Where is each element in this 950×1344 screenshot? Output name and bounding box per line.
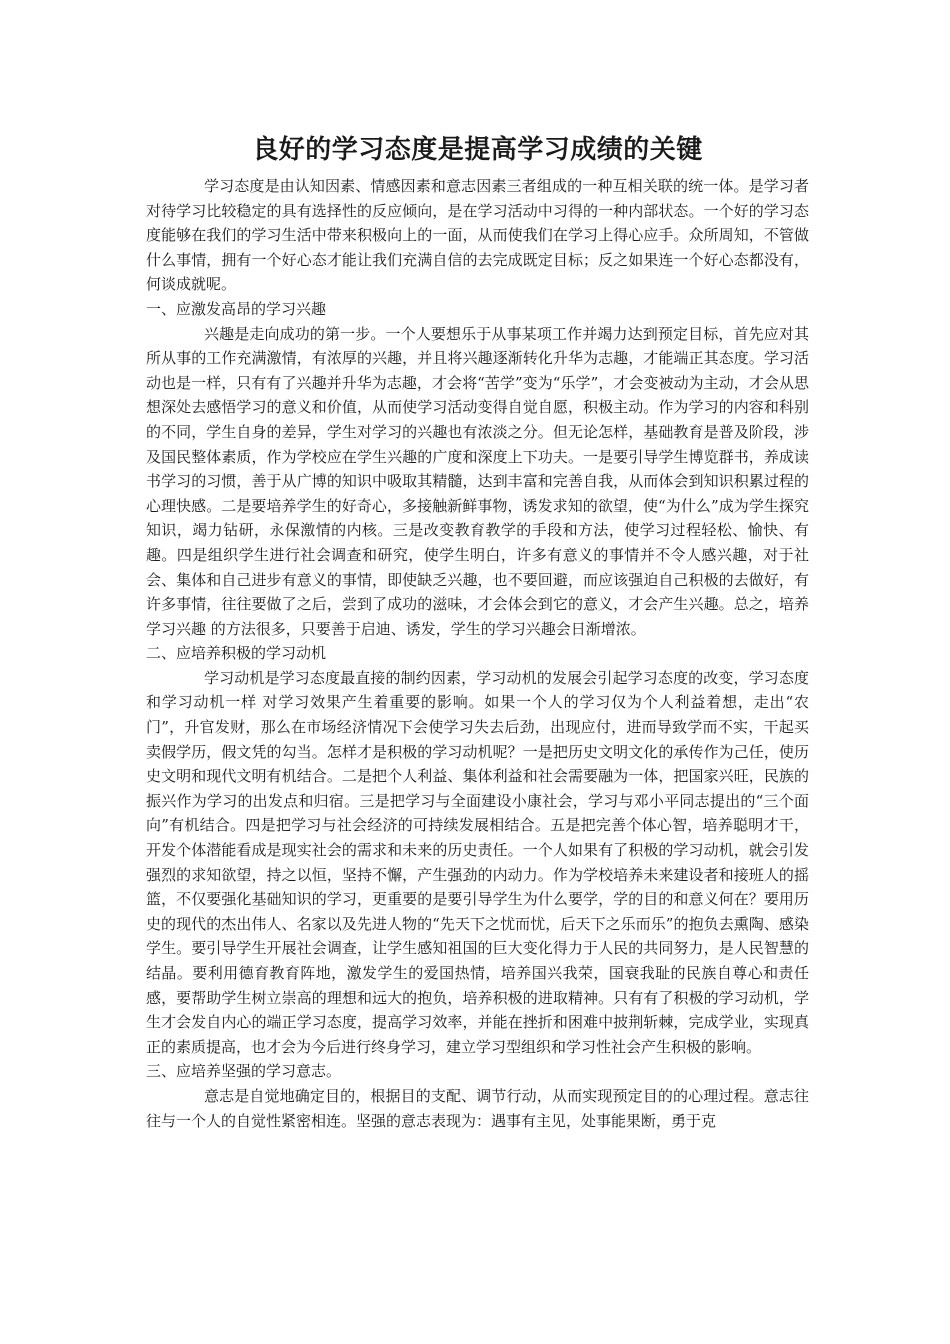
section-heading-motivation: 二、应培养积极的学习动机 — [146, 644, 327, 663]
document-title: 良好的学习态度是提高学习成绩的关键 — [252, 135, 703, 165]
section-heading-interest: 一、应激发高昂的学习兴趣 — [146, 299, 327, 318]
section-body-motivation: 学习动机是学习态度最直接的制约因素，学习动机的发展会引起学习态度的改变，学习态度和学习动机一样 对学习效果产生着重要的影响。如果一个人的学习仅为个人利益着想，走出“农门”，升官发财，那么在市场经济情况下会使学习失去后劲，出现应付，进而导致学而不实，干起买卖假学历，假文凭的勾当。怎样才是积极的学习动机呢？一是把历史文明文化的承传作为己任，使历史文明和现代文明有机结合。二是把个人利益、集体利益和社会需要融为一体，把国家兴旺，民族的振兴作为学习的出发点和归宿。三是把学习与全面建设小康社会，学习与邓小平同志提出的“三个面向”有机结合。四是把学习与社会经济的可持续发展相结合。五是把完善个体心智，培养聪明才干，开发个体潜能看成是现实社会的需求和未来的历史责任。一个人如果有了积极的学习动机，就会引发强烈的求知欲望，持之以恒，坚持不懈，产生强劲的内动力。作为学校培养未来建设者和接班人的摇篮，不仅要强化基础知识的学习，更重要的是要引导学生为什么要学，学的目的和意义何在？要用历史的现代的杰出伟人、名家以及先进人物的“先天下之忧而忧，后天下之乐而乐”的抱负去熏陶、感染学生。要引导学生开展社会调查，让学生感知祖国的巨大变化得力于人民的共同努力，是人民智慧的结晶。要利用德育教育阵地，激发学生的爱国热情，培养国兴我荣，国衰我耻的民族自尊心和责任感，要帮助学生树立崇高的理想和远大的抱负，培养积极的进取精神。只有有了积极的学习动机，学生才会发自内心的端正学习态度，提高学习效率，并能在挫折和困难中披荆斩棘，完成学业，实现真正的素质提高，也才会为今后进行终身学习，建立学习型组织和学习性社会产生积极的影响。 — [146, 668, 809, 1056]
section-heading-will: 三、应培养坚强的学习意志。 — [146, 1062, 342, 1081]
intro-paragraph: 学习态度是由认知因素、情感因素和意志因素三者组成的一种互相关联的统一体。是学习者对待学习比较稳定的具有选择性的反应倾向，是在学习活动中习得的一种内部状态。一个好的学习态度能够在我们的学习生活中带来积极向上的一面，从而使我们在学习上得心应手。众所周知，不管做什么事情，拥有一个好心态才能让我们充满自信的去完成既定目标；反之如果连一个好心态都没有，何谈成就呢。 — [146, 177, 809, 294]
document-page — [146, 128, 809, 1133]
section-body-interest: 兴趣是走向成功的第一步。一个人要想乐于从事某项工作并竭力达到预定目标，首先应对其所从事的工作充满激情，有浓厚的兴趣，并且将兴趣逐渐转化升华为志趣，才能端正其态度。学习活动也是一样，只有有了兴趣并升华为志趣，才会将“苦学”变为“乐学”，才会变被动为主动，才会从思想深处去感悟学习的意义和价值，从而使学习活动变得自觉自愿，积极主动。作为学习的内容和科别的不同，学生自身的差异，学生对学习的兴趣也有浓淡之分。但无论怎样，基础教育是普及阶段，涉及国民整体素质，作为学校应在学生兴趣的广度和深度上下功夫。一是要引导学生博览群书，养成读书学习的习惯，善于从广博的知识中吸取其精髓，达到丰富和完善自我，从而体会到知识积累过程的心理快感。二是要培养学生的好奇心，多接触新鲜事物，诱发求知的欲望，使“为什么”成为学生探究知识，竭力钻研，永保激情的内核。三是改变教育教学的手段和方法，使学习过程轻松、愉快、有趣。四是组织学生进行社会调查和研究，使学生明白，许多有意义的事情并不令人感兴趣，对于社会、集体和自己进步有意义的事情，即使缺乏兴趣，也不要回避，而应该强迫自己积极的去做好，有许多事情，往往要做了之后，尝到了成功的滋味，才会体会到它的意义，才会产生兴趣。总之，培养学习兴趣 的方法很多，只要善于启迪、诱发，学生的学习兴趣会日渐增浓。 — [146, 324, 809, 638]
section-body-will: 意志是自觉地确定目的，根据目的支配、调节行动，从而实现预定目的的心理过程。意志往往与一个人的自觉性紧密相连。坚强的意志表现为：遇事有主见，处事能果断，勇于克 — [146, 1086, 809, 1130]
